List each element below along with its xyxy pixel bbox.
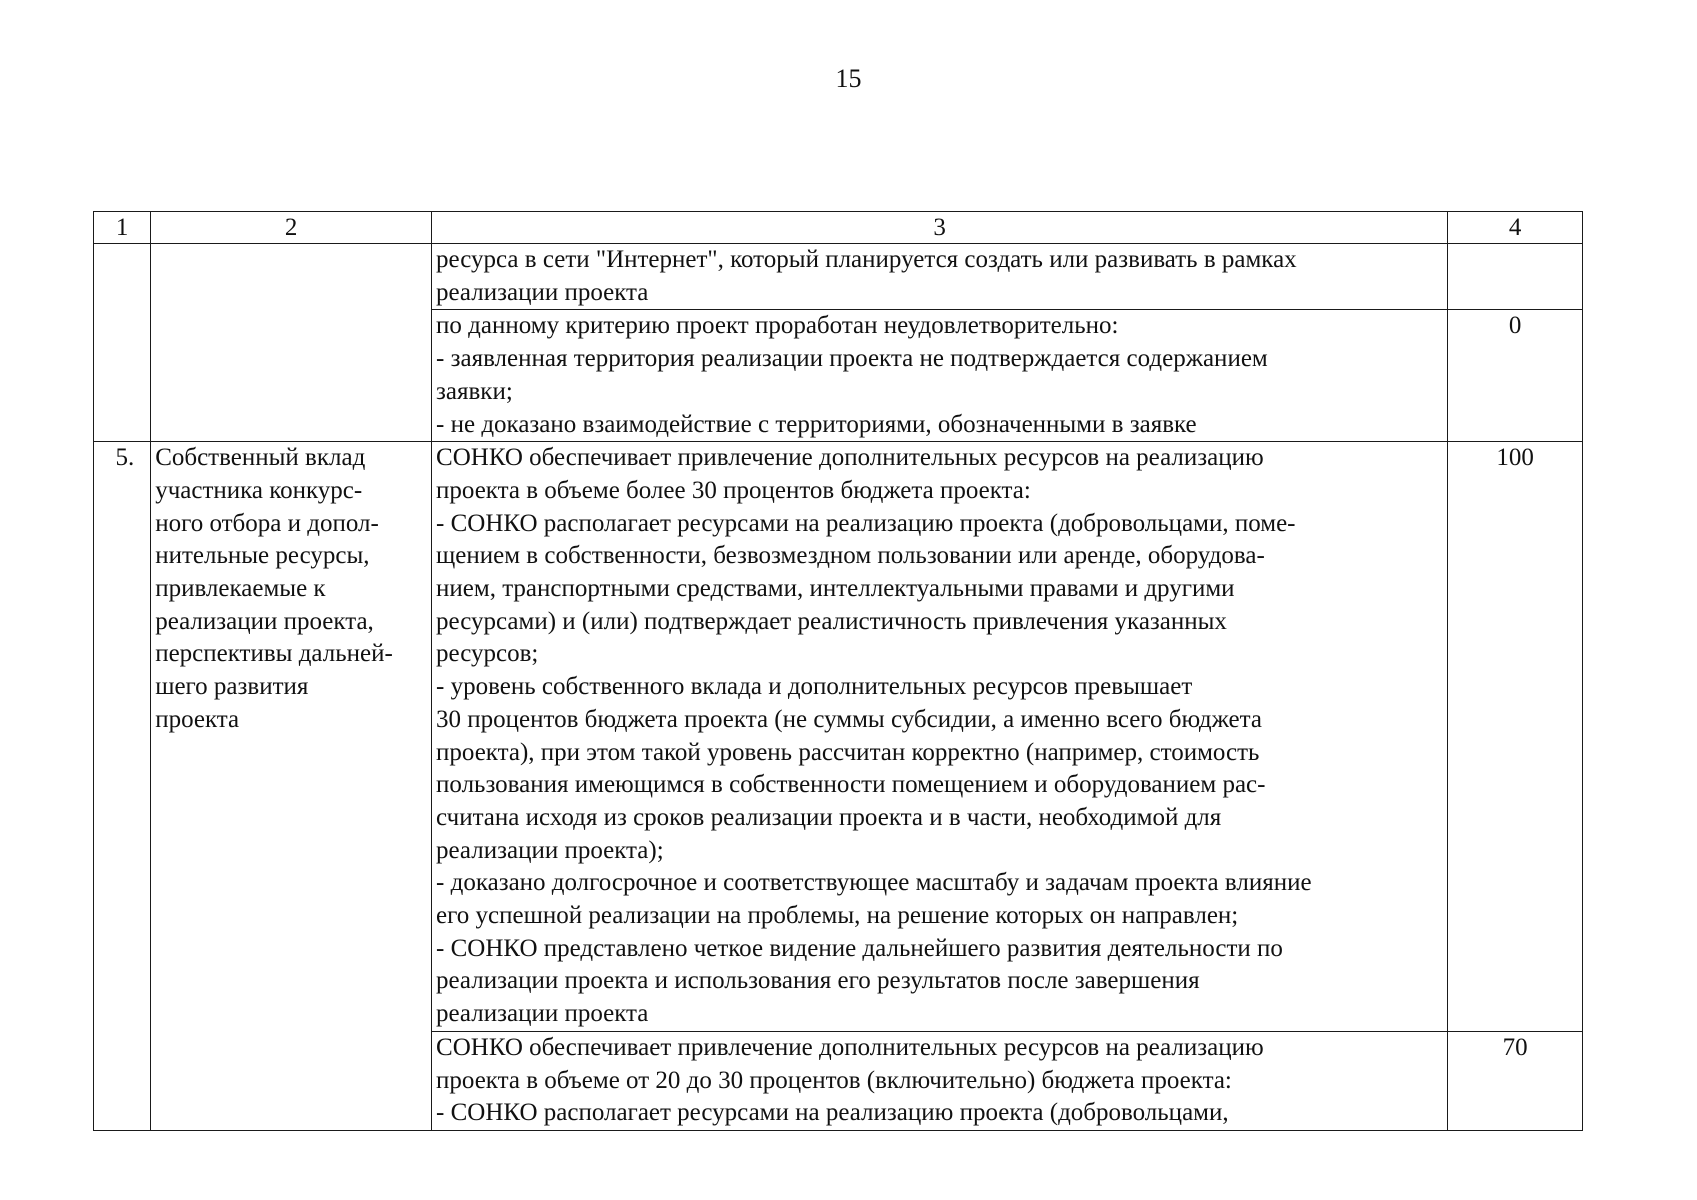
description-cell: ресурса в сети "Интернет", который планируется создать или развивать в рамках реализации проекта — [432, 244, 1448, 310]
score-cell: 100 — [1448, 442, 1583, 1032]
page-number: 15 — [835, 64, 862, 93]
row-number-cell — [94, 244, 151, 442]
description-cell: СОНКО обеспечивает привлечение дополнительных ресурсов на реализацию проекта в объеме от 20 до 30 процентов (включительно) бюджета проекта: - СОНКО располагает ресурсами на реализацию проекта (добровольцами, — [432, 1031, 1448, 1130]
criteria-table — [93, 211, 1583, 1131]
column-header-1: 1 — [94, 212, 151, 244]
criterion-cell — [151, 244, 432, 442]
column-header-2: 2 — [151, 212, 432, 244]
row-number-cell: 5. — [94, 442, 151, 1131]
table-row — [94, 244, 1583, 310]
table-header-row — [94, 212, 1583, 244]
score-cell: 0 — [1448, 310, 1583, 442]
table-row — [94, 442, 1583, 1032]
description-cell: СОНКО обеспечивает привлечение дополнительных ресурсов на реализацию проекта в объеме более 30 процентов бюджета проекта: - СОНКО располагает ресурсами на реализацию проекта (добровольцами, поме- щением в собственности, безвозмездном пользовании или аренде, оборудова- нием, транспортными средствами, интеллектуальными правами и другими ресурсами) и (или) подтверждает реалистичность привлечения указанных ресурсов; - уровень собственного вклада и дополнительных ресурсов превышает 30 процентов бюджета проекта (не суммы субсидии, а именно всего бюджета проекта), при этом такой уровень рассчитан корректно (например, стоимость пользования имеющимся в собственности помещением и оборудованием рас- считана исходя из сроков реализации проекта и в части, необходимой для реализации проекта); - доказано долгосрочное и соответствующее масштабу и задачам проекта влияние его успешной реализации на проблемы, на решение которых он направлен; - СОНКО представлено четкое видение дальнейшего развития деятельности по реализации проекта и использования его результатов после завершения реализации проекта — [432, 442, 1448, 1032]
score-cell — [1448, 244, 1583, 310]
criterion-cell: Собственный вклад участника конкурс- ного отбора и допол- нительные ресурсы, привлекаемые к реализации проекта, перспективы дальней- шего развития проекта — [151, 442, 432, 1131]
column-header-4: 4 — [1448, 212, 1583, 244]
column-header-3: 3 — [432, 212, 1448, 244]
score-cell: 70 — [1448, 1031, 1583, 1130]
description-cell: по данному критерию проект проработан неудовлетворительно: - заявленная территория реализации проекта не подтверждается содержанием заявки; - не доказано взаимодействие с территориями, обозначенными в заявке — [432, 310, 1448, 442]
